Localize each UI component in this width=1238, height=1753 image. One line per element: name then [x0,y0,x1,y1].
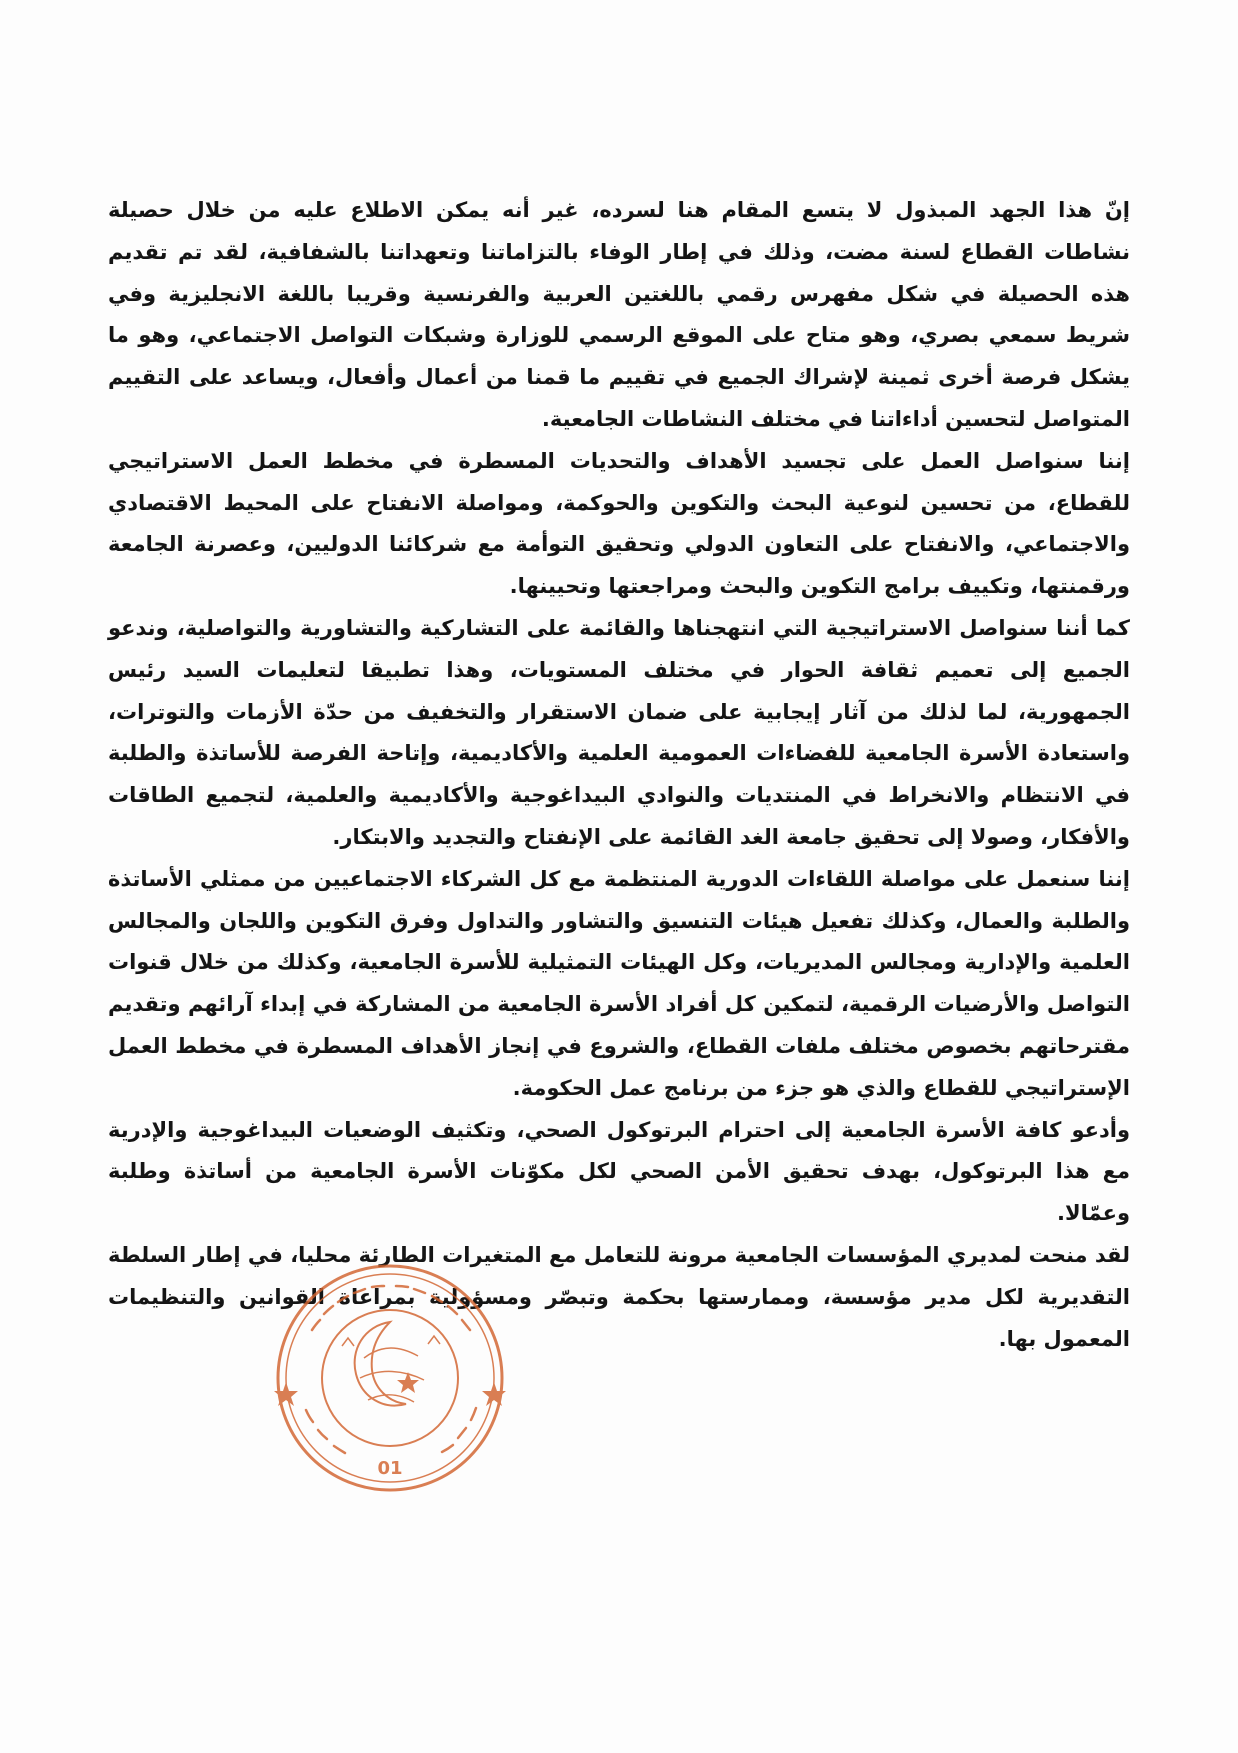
paragraph-1: إنّ هذا الجهد المبذول لا يتسع المقام هنا لسرده، غير أنه يمكن الاطلاع عليه من خلال حصيلة نشاطات القطاع لسنة مضت، وذلك في إطار الوفاء بالتزاماتنا وتعهداتنا بالشفافية، لقد تم تقديم هذه الحصيلة في شكل مفهرس رقمي باللغتين العربية والفرنسية وقريبا باللغة الانجليزية وفي شريط سمعي بصري، وهو متاح على الموقع الرسمي للوزارة وشبكات التواصل الاجتماعي، وهو ما يشكل فرصة أخرى ثمينة لإشراك الجميع في تقييم ما قمنا من أعمال وأفعال، ويساعد على التقييم المتواصل لتحسين أداءاتنا في مختلف النشاطات الجامعية. [108,198,1130,431]
official-stamp [272,1260,508,1496]
paragraph-4: إننا سنعمل على مواصلة اللقاءات الدورية المنتظمة مع كل الشركاء الاجتماعيين من ممثلي الأساتذة والطلبة والعمال، وكذلك تفعيل هيئات التنسيق والتشاور والتداول وفرق التكوين واللجان والمجالس العلمية والإدارية ومجالس المديريات، وكل الهيئات التمثيلية للأسرة الجامعية، وكذلك من خلال قنوات التواصل والأرضيات الرقمية، لتمكين كل أفراد الأسرة الجامعية من المشاركة في إبداء آرائهم وتقديم مقترحاتهم بخصوص مختلف ملفات القطاع، والشروع في إنجاز الأهداف المسطرة في مخطط العمل الإستراتيجي للقطاع والذي هو جزء من برنامج عمل الحكومة. [108,866,1130,1100]
paragraph-3: كما أننا سنواصل الاستراتيجية التي انتهجناها والقائمة على التشاركية والتشاورية والتواصلية، وندعو الجميع إلى تعميم ثقافة الحوار في مختلف المستويات، وهذا تطبيقا لتعليمات السيد رئيس الجمهورية، لما لذلك من آثار إيجابية على ضمان الاستقرار والتخفيف من حدّة الأزمات والتوترات، واستعادة الأسرة الجامعية للفضاءات العمومية العلمية والأكاديمية، وإتاحة الفرصة للأساتذة والطلبة في الانتظام والانخراط في المنتديات والنوادي البيداغوجية والأكاديمية والعلمية، لتجميع الطاقات والأفكار، وصولا إلى تحقيق جامعة الغد القائمة على الإنفتاح والتجديد والابتكار. [108,615,1130,849]
document-body [108,190,1130,1360]
stamp-seal-icon [272,1260,508,1496]
stamp-page-number: 01 [377,1458,403,1479]
paragraph-2: إننا سنواصل العمل على تجسيد الأهداف والتحديات المسطرة في مخطط العمل الاستراتيجي للقطاع، من تحسين لنوعية البحث والتكوين والحوكمة، ومواصلة الانفتاح على المحيط الاقتصادي والاجتماعي، والانفتاح على التعاون الدولي وتحقيق التوأمة مع شركائنا الدوليين، وعصرنة الجامعة ورقمنتها، وتكييف برامج التكوين والبحث ومراجعتها وتحيينها. [108,448,1130,599]
paragraph-5: وأدعو كافة الأسرة الجامعية إلى احترام البرتوكول الصحي، وتكثيف الوضعيات البيداغوجية والإدرية مع هذا البرتوكول، بهدف تحقيق الأمن الصحي لكل مكوّنات الأسرة الجامعية من أساتذة وطلبة وعمّالا. [108,1117,1130,1226]
paragraph-6: لقد منحت لمديري المؤسسات الجامعية مرونة للتعامل مع المتغيرات الطارئة محليا، في إطار السلطة التقديرية لكل مدير مؤسسة، وممارستها بحكمة وتبصّر ومسؤولية بمراعاة القوانين والتنظيمات المعمول بها. [108,1242,1130,1351]
